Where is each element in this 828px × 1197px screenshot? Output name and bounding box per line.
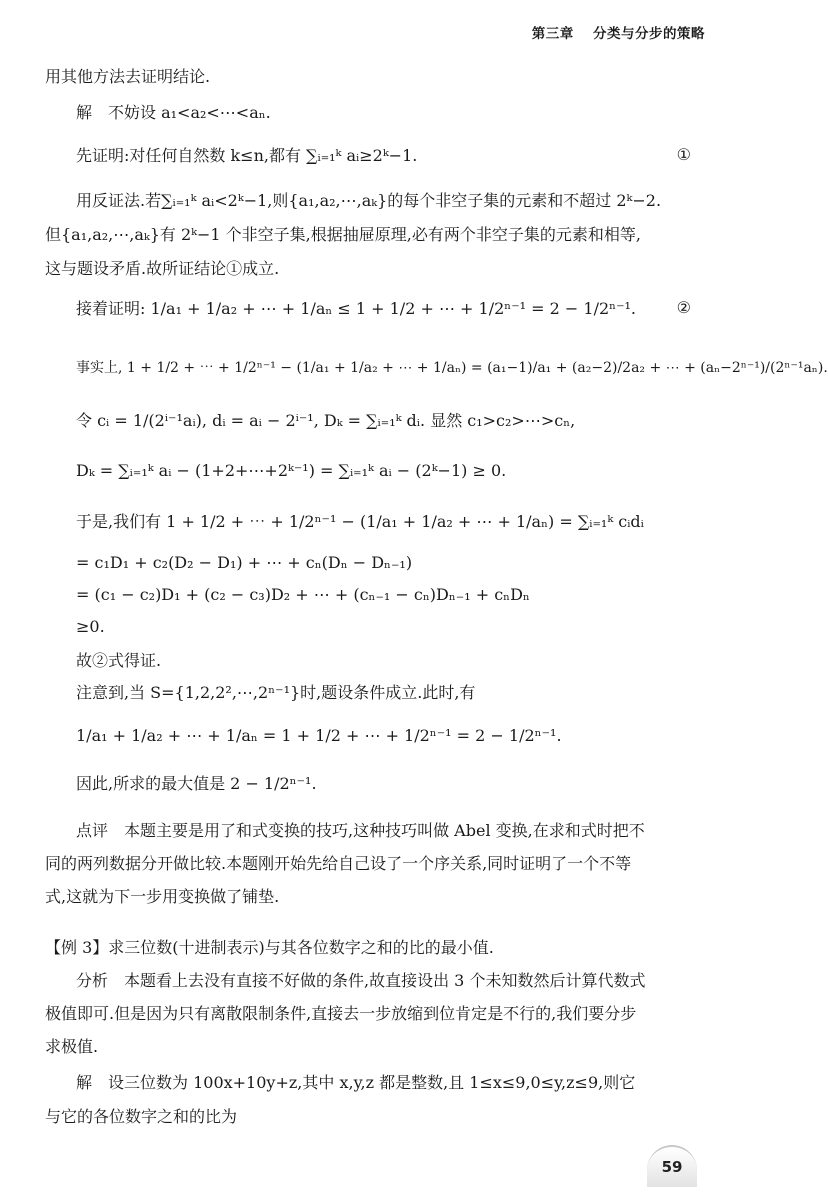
text-line: = c₁D₁ + c₂(D₂ − D₁) + ⋯ + cₙ(Dₙ − Dₙ₋₁): [76, 553, 413, 572]
text-line: 这与题设矛盾.故所证结论①成立.: [45, 259, 280, 278]
text-line: 解 不妨设 a₁<a₂<⋯<aₙ.: [76, 103, 271, 122]
text-line: 但{a₁,a₂,⋯,aₖ}有 2ᵏ−1 个非空子集,根据抽屉原理,必有两个非空子集的元素和相等,: [45, 225, 641, 244]
text-line: 求极值.: [45, 1037, 99, 1056]
text-line: 用反证法.若∑ᵢ₌₁ᵏ aᵢ<2ᵏ−1,则{a₁,a₂,⋯,aₖ}的每个非空子集的元素和不超过 2ᵏ−2.: [76, 191, 662, 210]
text-line: 点评 本题主要是用了和式变换的技巧,这种技巧叫做 Abel 变换,在求和式时把不: [76, 821, 645, 840]
text-line: 分析 本题看上去没有直接不好做的条件,故直接设出 3 个未知数然后计算代数式: [76, 971, 646, 990]
equation-tag: ②: [676, 298, 691, 317]
text-line: 式,这就为下一步用变换做了铺垫.: [45, 887, 280, 906]
text-line: ≥0.: [76, 617, 105, 636]
text-line: 事实上, 1 + 1/2 + ⋯ + 1/2ⁿ⁻¹ − (1/a₁ + 1/a₂ + ⋯ + 1/aₙ) = (a₁−1)/a₁ + (a₂−2)/2a₂ + ⋯ + (aₙ−2ⁿ⁻¹)/(2ⁿ⁻¹aₙ).: [76, 360, 828, 376]
text-line: 故②式得证.: [76, 651, 162, 670]
text-line: 因此,所求的最大值是 2 − 1/2ⁿ⁻¹.: [76, 774, 317, 793]
text-line: 1/a₁ + 1/a₂ + ⋯ + 1/aₙ = 1 + 1/2 + ⋯ + 1/2ⁿ⁻¹ = 2 − 1/2ⁿ⁻¹.: [76, 726, 562, 745]
text-line: Dₖ = ∑ᵢ₌₁ᵏ aᵢ − (1+2+⋯+2ᵏ⁻¹) = ∑ᵢ₌₁ᵏ aᵢ − (2ᵏ−1) ≥ 0.: [76, 461, 507, 480]
text-line: = (c₁ − c₂)D₁ + (c₂ − c₃)D₂ + ⋯ + (cₙ₋₁ − cₙ)Dₙ₋₁ + cₙDₙ: [76, 585, 530, 604]
page-number: 59: [647, 1145, 697, 1187]
text-line: 注意到,当 S={1,2,2²,⋯,2ⁿ⁻¹}时,题设条件成立.此时,有: [76, 683, 476, 702]
text-line: 极值即可.但是因为只有离散限制条件,直接去一步放缩到位肯定是不行的,我们要分步: [45, 1004, 637, 1023]
text-line: 于是,我们有 1 + 1/2 + ⋯ + 1/2ⁿ⁻¹ − (1/a₁ + 1/a₂ + ⋯ + 1/aₙ) = ∑ᵢ₌₁ᵏ cᵢdᵢ: [76, 512, 644, 531]
example-heading: 【例 3】求三位数(十进制表示)与其各位数字之和的比的最小值.: [45, 938, 494, 957]
text-line: 同的两列数据分开做比较.本题刚开始先给自己设了一个序关系,同时证明了一个不等: [45, 854, 632, 873]
chapter-title: 分类与分步的策略: [593, 26, 705, 42]
equation-tag: ①: [676, 145, 691, 164]
text-line: 令 cᵢ = 1/(2ⁱ⁻¹aᵢ), dᵢ = aᵢ − 2ⁱ⁻¹, Dₖ = ∑ᵢ₌₁ᵏ dᵢ. 显然 c₁>c₂>⋯>cₙ,: [76, 411, 576, 430]
text-line: 接着证明: 1/a₁ + 1/a₂ + ⋯ + 1/aₙ ≤ 1 + 1/2 + ⋯ + 1/2ⁿ⁻¹ = 2 − 1/2ⁿ⁻¹.: [76, 299, 637, 318]
text-line: 与它的各位数字之和的比为: [45, 1107, 238, 1126]
text-line: 解 设三位数为 100x+10y+z,其中 x,y,z 都是整数,且 1≤x≤9,0≤y,z≤9,则它: [76, 1073, 636, 1092]
chapter-label: 第三章: [531, 26, 574, 42]
text-line: 先证明:对任何自然数 k≤n,都有 ∑ᵢ₌₁ᵏ aᵢ≥2ᵏ−1.: [76, 146, 418, 165]
page-header: [532, 22, 705, 42]
text-line: 用其他方法去证明结论.: [45, 67, 211, 86]
